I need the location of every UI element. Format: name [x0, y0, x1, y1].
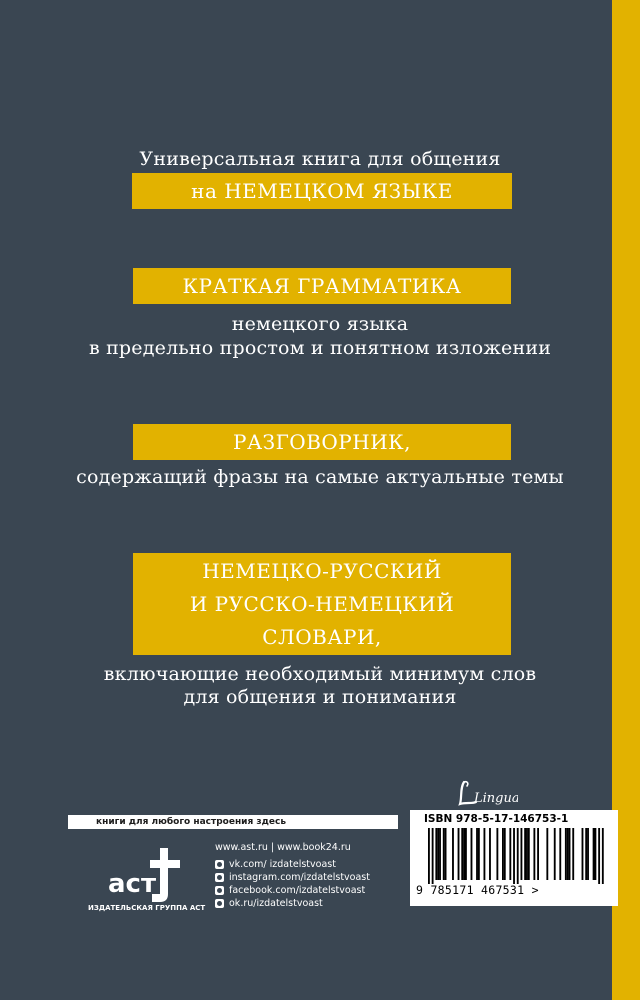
- barcode-bar: [517, 828, 519, 884]
- social-vk-text: vk.com/ izdatelstvoast: [229, 859, 336, 870]
- publisher-name: ИЗДАТЕЛЬСКАЯ ГРУППА АСТ: [88, 904, 206, 912]
- barcode-bar: [582, 828, 584, 880]
- social-links: [215, 858, 370, 910]
- social-ok-text: ok.ru/izdatelstvoast: [229, 898, 323, 909]
- instagram-icon: [215, 873, 224, 882]
- barcode-bar: [489, 828, 491, 880]
- barcode-bar: [496, 828, 498, 880]
- barcode-bar: [452, 828, 454, 880]
- dictionary-line-1: включающие необходимый минимум слов: [103, 663, 537, 685]
- vk-icon: [215, 860, 224, 869]
- barcode-bar: [524, 828, 526, 880]
- dictionary-band-line-2: И РУССКО-НЕМЕЦКИЙ: [189, 592, 455, 616]
- phrasebook-band-label: РАЗГОВОРНИК,: [233, 430, 411, 454]
- barcode-bar: [559, 828, 561, 880]
- barcode-bar: [461, 828, 463, 880]
- intro-band-label: на НЕМЕЦКОМ ЯЗЫКЕ: [191, 179, 453, 203]
- barcode-bar: [602, 828, 604, 884]
- barcode-digits: 9 785171 467531 >: [416, 883, 539, 897]
- dictionary-band-line-3: СЛОВАРИ,: [262, 625, 382, 649]
- barcode-image: [416, 828, 612, 884]
- intro-band: [132, 173, 512, 209]
- barcode-bar: [513, 828, 515, 884]
- barcode-bar: [439, 828, 441, 880]
- barcode-bar: [484, 828, 486, 880]
- tagline-bar: книги для любого настроения здесь: [68, 815, 398, 829]
- grammar-band: [133, 268, 511, 304]
- grammar-line-1: немецкого языка: [231, 313, 409, 335]
- social-instagram-text: instagram.com/izdatelstvoast: [229, 872, 370, 883]
- barcode-bar: [463, 828, 465, 880]
- grammar-band-label: КРАТКАЯ ГРАММАТИКА: [182, 274, 462, 298]
- barcode-bar: [443, 828, 445, 880]
- lingua-logo-mark: [458, 780, 518, 806]
- barcode-bar: [502, 828, 504, 880]
- barcode-bar: [585, 828, 587, 880]
- barcode-bar: [458, 828, 460, 880]
- barcode-bar: [546, 828, 548, 880]
- lingua-logo: [458, 780, 518, 810]
- facebook-icon: [215, 886, 224, 895]
- barcode-bar: [432, 828, 434, 884]
- barcode-bar: [504, 828, 506, 880]
- ast-logo: [106, 846, 196, 906]
- social-item-vk[interactable]: [215, 858, 370, 871]
- barcode-bar: [569, 828, 571, 880]
- barcode-bar: [567, 828, 569, 880]
- barcode-bar: [471, 828, 473, 880]
- barcode-bar: [435, 828, 437, 880]
- social-item-ok[interactable]: [215, 897, 370, 910]
- barcode-bar: [533, 828, 535, 880]
- dictionary-band: [133, 553, 511, 655]
- ast-logo-text: аст: [108, 869, 157, 899]
- barcode-bar: [598, 828, 600, 884]
- dictionary-line-2: для общения и понимания: [183, 686, 457, 708]
- barcode-bar: [437, 828, 439, 880]
- phrasebook-line: содержащий фразы на самые актуальные темы: [76, 466, 564, 488]
- barcode-bar: [587, 828, 589, 880]
- website-links[interactable]: www.ast.ru | www.book24.ru: [215, 842, 351, 853]
- barcode-bar: [476, 828, 478, 880]
- barcode-bar: [445, 828, 447, 880]
- barcode-bar: [428, 828, 430, 884]
- social-item-facebook[interactable]: [215, 884, 370, 897]
- barcode-box: [410, 810, 618, 906]
- social-item-instagram[interactable]: [215, 871, 370, 884]
- lingua-logo-text: Lingua: [474, 791, 518, 806]
- barcode-bar: [478, 828, 480, 880]
- barcode-bar: [465, 828, 467, 880]
- barcode-bar: [528, 828, 530, 880]
- barcode-bar: [595, 828, 597, 880]
- intro-text: Универсальная книга для общения: [139, 148, 501, 170]
- barcode-bar: [521, 828, 523, 880]
- dictionary-band-line-1: НЕМЕЦКО-РУССКИЙ: [202, 559, 442, 583]
- social-facebook-text: facebook.com/izdatelstvoast: [229, 885, 366, 896]
- grammar-line-2: в предельно простом и понятном изложении: [88, 337, 552, 359]
- barcode-bar: [554, 828, 556, 880]
- barcode-bar: [526, 828, 528, 880]
- ok-icon: [215, 899, 224, 908]
- isbn-label: ISBN 978-5-17-146753-1: [424, 813, 569, 825]
- barcode-bar: [565, 828, 567, 880]
- barcode-bar: [537, 828, 539, 880]
- barcode-bar: [593, 828, 595, 880]
- phrasebook-band: [133, 424, 511, 460]
- barcode-bar: [572, 828, 574, 880]
- barcode-bar: [509, 828, 511, 880]
